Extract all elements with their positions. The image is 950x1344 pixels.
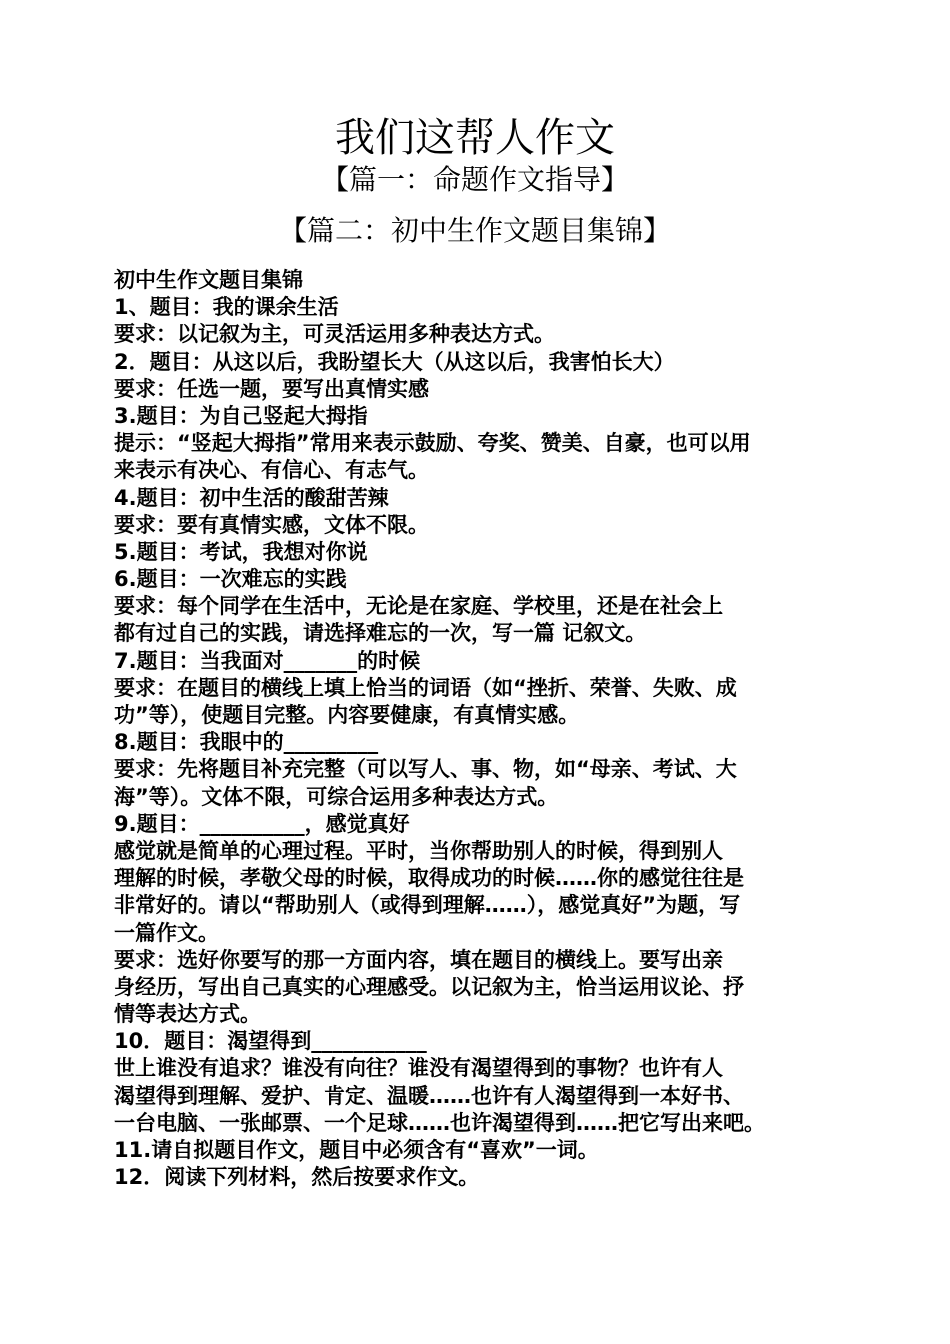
text-line: 情等表达方式。 — [114, 1002, 261, 1027]
text-line: 8.题目：我眼中的_________ — [114, 730, 379, 755]
section-heading-1: 【篇一：命题作文指导】 — [320, 163, 629, 196]
text-line: 3.题目：为自己竖起大拇指 — [114, 403, 368, 428]
text-line: 感觉就是简单的心理过程。平时，当你帮助别人的时候，得到别人 — [114, 838, 723, 863]
text-line: 5.题目：考试，我想对你说 — [114, 539, 368, 564]
document-title: 我们这帮人作文 — [335, 115, 615, 161]
text-line: 要求：在题目的横线上填上恰当的词语（如“挫折、荣誉、失败、成 — [114, 675, 737, 700]
text-line: 9.题目：__________，感觉真好 — [114, 811, 410, 836]
document-body — [114, 267, 840, 1191]
text-line: 一篇作文。 — [114, 920, 219, 945]
text-line: 要求：以记叙为主，可灵活运用多种表达方式。 — [114, 322, 555, 347]
section-heading-2: 【篇二：初中生作文题目集锦】 — [278, 214, 671, 247]
text-line: 要求：任选一题，要写出真情实感 — [114, 376, 429, 401]
text-line: 2．题目：从这以后，我盼望长大（从这以后，我害怕长大） — [114, 349, 675, 374]
text-line: 11.请自拟题目作文，题目中必须含有“喜欢”一词。 — [114, 1138, 599, 1162]
text-line: 要求：要有真情实感，文体不限。 — [114, 512, 429, 537]
text-line: 初中生作文题目集锦 — [114, 268, 303, 292]
text-line: 要求：先将题目补充完整（可以写人、事、物，如“母亲、考试、大 — [114, 757, 737, 782]
text-line: 提示：“竖起大拇指”常用来表示鼓励、夸奖、赞美、自豪，也可以用 — [114, 431, 751, 456]
text-line: 功”等），使题目完整。内容要健康，有真情实感。 — [114, 703, 580, 727]
text-line: 都有过自己的实践，请选择难忘的一次，写一篇 记叙文。 — [114, 621, 647, 646]
text-line: 理解的时候，孝敬父母的时候，取得成功的时候……你的感觉往往是 — [114, 866, 744, 891]
text-line: 来表示有决心、有信心、有志气。 — [114, 458, 429, 483]
text-line: 要求：选好你要写的那一方面内容，填在题目的横线上。要写出亲 — [114, 947, 723, 972]
text-line: 10．题目：渴望得到___________ — [114, 1029, 427, 1054]
text-line: 4.题目：初中生活的酸甜苦辣 — [114, 485, 389, 510]
text-line: 世上谁没有追求？谁没有向往？谁没有渴望得到的事物？也许有人 — [114, 1056, 723, 1081]
text-line: 6.题目：一次难忘的实践 — [114, 567, 347, 592]
text-line: 海”等）。文体不限，可综合运用多种表达方式。 — [114, 784, 559, 809]
text-line: 一台电脑、一张邮票、一个足球……也许渴望得到……把它写出来吧。 — [114, 1110, 765, 1135]
text-line: 12．阅读下列材料，然后按要求作文。 — [114, 1165, 480, 1190]
text-line: 身经历，写出自己真实的心理感受。以记叙为主，恰当运用议论、抒 — [114, 974, 744, 999]
text-line: 非常好的。请以“帮助别人（或得到理解……），感觉真好”为题，写 — [114, 893, 741, 918]
text-line: 渴望得到理解、爱护、肯定、温暖……也许有人渴望得到一本好书、 — [114, 1083, 744, 1108]
text-line: 7.题目：当我面对_______的时候 — [114, 648, 421, 673]
text-line: 要求：每个同学在生活中，无论是在家庭、学校里，还是在社会上 — [114, 594, 723, 619]
text-line: 1、题目：我的课余生活 — [114, 295, 339, 320]
